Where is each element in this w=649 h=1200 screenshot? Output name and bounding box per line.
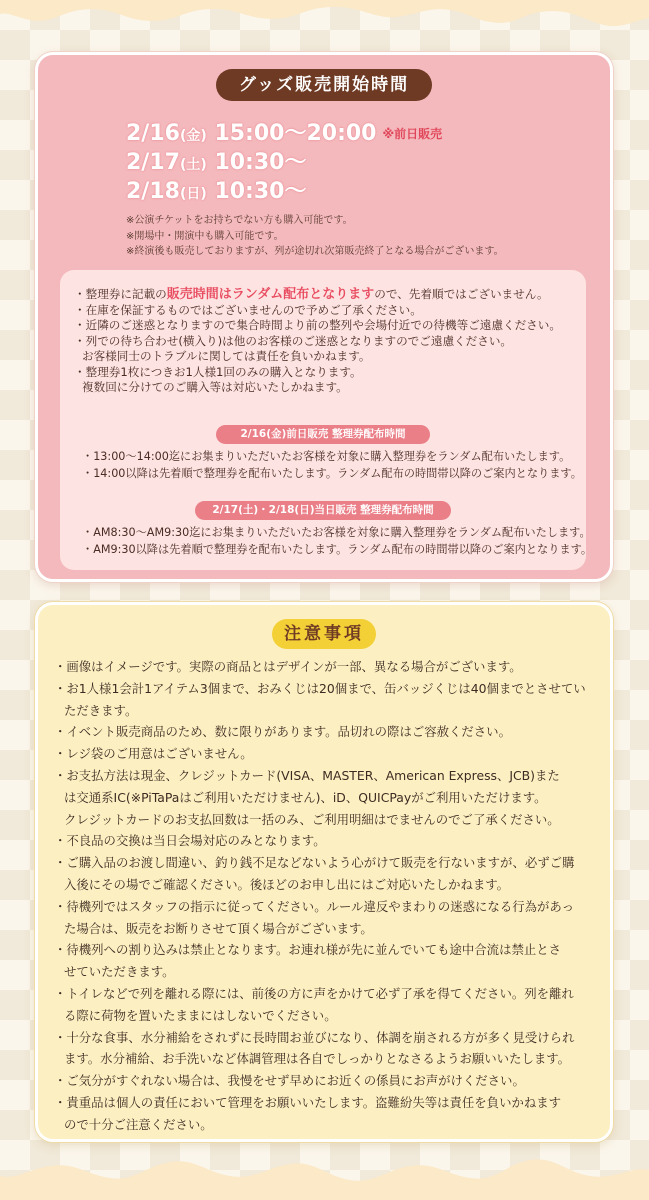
caution-line: ・イベント販売商品のため、数に限りがあります。品切れの際はご容赦ください。	[54, 724, 511, 740]
time-label: 10:30〜	[214, 150, 307, 175]
caution-line: ・画像はイメージです。実際の商品とはデザインが一部、異なる場合がございます。	[54, 659, 522, 674]
ticket-info-panel	[60, 270, 593, 570]
note-line	[74, 287, 561, 303]
date-row	[126, 177, 442, 206]
sales-dates	[126, 119, 442, 206]
caution-line: クレジットカードのお支払回数は一括のみ、ご利用明細はでませんのでご了承ください。	[64, 811, 560, 827]
cream-drip-bottom	[0, 1140, 649, 1200]
caution-line: せていただきます。	[64, 964, 175, 980]
caution-line: ・不良品の交換は当日会場対応のみとなります。	[54, 833, 326, 849]
note-line: お客様同士のトラブルに関しては責任を負いかねます。	[82, 349, 371, 363]
note-line: ・列での待ち合わせ(横入り)は他のお客様のご迷惑となりますのでご遠慮ください。	[74, 333, 513, 348]
caution-line: た場合は、販売をお断りさせて頂く場合がございます。	[64, 920, 373, 936]
note-line: ・AM8:30〜AM9:30迄にお集まりいただいたお客様を対象に購入整理券をランダム配布いたします。	[82, 526, 591, 539]
caution-line: ・お支払方法は現金、クレジットカード(VISA、MASTER、American Express、JCB)また	[54, 767, 560, 783]
day-label: (日)	[179, 186, 207, 202]
note-text: ので、先着順ではございません。	[374, 287, 549, 301]
caution-line: ・待機列への割り込みは禁止となります。お連れ様が先に並んでいても途中合流は禁止とさ	[54, 942, 562, 958]
caution-line: ただきます。	[64, 702, 138, 718]
presale-ticket-pill: 2/16(金)前日販売 整理券配布時間	[216, 425, 430, 444]
caution-line: ・十分な食事、水分補給をされずに長時間お並びになり、体調を崩される方が多く見受けられ	[54, 1029, 575, 1045]
note-line: ・13:00〜14:00迄にお集まりいただいたお客様を対象に購入整理券をランダム配布いたします。	[82, 450, 571, 463]
caution-line: ので十分ご注意ください。	[64, 1116, 213, 1132]
note-line: ・整理券1枚につきお1人様1回のみの購入となります。	[74, 364, 362, 379]
caution-line: 入後にその場でご確認ください。後ほどのお申し出にはご対応いたしかねます。	[64, 876, 510, 892]
date-row	[126, 148, 442, 177]
caution-title: 注意事項	[272, 619, 376, 649]
caution-line: ・ご購入品のお渡し間違い、釣り銭不足などないよう心がけて販売を行ないますが、必ずご購	[54, 855, 575, 871]
day-label: (金)	[179, 128, 207, 144]
date-label: 2/16	[126, 121, 180, 146]
caution-line: ・ご気分がすぐれない場合は、我慢をせず早めにお近くの係員にお声がけください。	[54, 1073, 525, 1089]
small-note: ※開場中・開演中も購入可能です。	[126, 230, 284, 242]
note-line: ・AM9:30以降は先着順で整理券を配布いたします。ランダム配布の時間帯以降のご案内となります。	[82, 542, 593, 556]
date-label: 2/18	[126, 179, 180, 204]
date-row	[126, 119, 442, 148]
highlight-text: 販売時間はランダム配布となります	[166, 287, 375, 302]
cream-drip-top	[0, 0, 649, 60]
note-line: ・14:00以降は先着順で整理券を配布いたします。ランダム配布の時間帯以降のご案内となります。	[82, 466, 582, 480]
day-label: (土)	[179, 157, 207, 173]
caution-card	[35, 602, 613, 1142]
caution-line: ・貴重品は個人の責任において管理をお願いいたします。盗難紛失等は責任を負いかねます	[54, 1094, 562, 1110]
caution-line: ます。水分補給、お手洗いなど体調管理は各自でしっかりとなさるようお願いいたします。	[64, 1051, 571, 1067]
caution-line: ・待機列ではスタッフの指示に従ってください。ルール違反やまわりの迷惑になる行為があっ	[54, 898, 575, 914]
small-note: ※公演チケットをお持ちでない方も購入可能です。	[126, 215, 353, 226]
sameday-ticket-pill: 2/17(土)・2/18(日)当日販売 整理券配布時間	[195, 501, 451, 520]
caution-line: ・お1人様1会計1アイテム3個まで、おみくじは20個まで、缶バッジくじは40個までとさせてい	[54, 680, 586, 696]
date-label: 2/17	[126, 150, 180, 175]
note-line: ・近隣のご迷惑となりますので集合時間より前の整列や会場付近での待機等ご遠慮ください。	[74, 318, 561, 332]
caution-line: ・トイレなどで列を離れる際には、前後の方に声をかけて必ず了承を得てください。列を離れ	[54, 985, 574, 1001]
sales-time-card	[35, 52, 613, 582]
small-notes	[126, 213, 504, 260]
time-label: 15:00〜20:00	[214, 121, 377, 146]
sameday-ticket-notes	[82, 525, 592, 558]
caution-line: ・レジ袋のご用意はございません。	[54, 746, 253, 762]
sales-time-title: グッズ販売開始時間	[216, 69, 432, 101]
caution-line: は交通系IC(※PiTaPaはご利用いただけません)、iD、QUICPayがご利用いただけます。	[64, 789, 547, 805]
note-line: 複数回に分けてのご購入等は対応いたしかねます。	[82, 380, 348, 394]
pre-sale-tag: ※前日販売	[382, 127, 443, 141]
note-text: ・整理券に記載の	[74, 287, 167, 301]
presale-ticket-notes	[82, 449, 582, 482]
small-note: ※終演後も販売しておりますが、列が途切れ次第販売終了となる場合がございます。	[126, 246, 504, 257]
note-line: ・在庫を保証するものではございませんので予めご了承ください。	[74, 302, 422, 317]
caution-list	[54, 656, 586, 1136]
ticket-notes	[74, 287, 561, 396]
time-label: 10:30〜	[214, 179, 307, 204]
caution-line: る際に荷物を置いたままにはしないでください。	[64, 1007, 337, 1023]
